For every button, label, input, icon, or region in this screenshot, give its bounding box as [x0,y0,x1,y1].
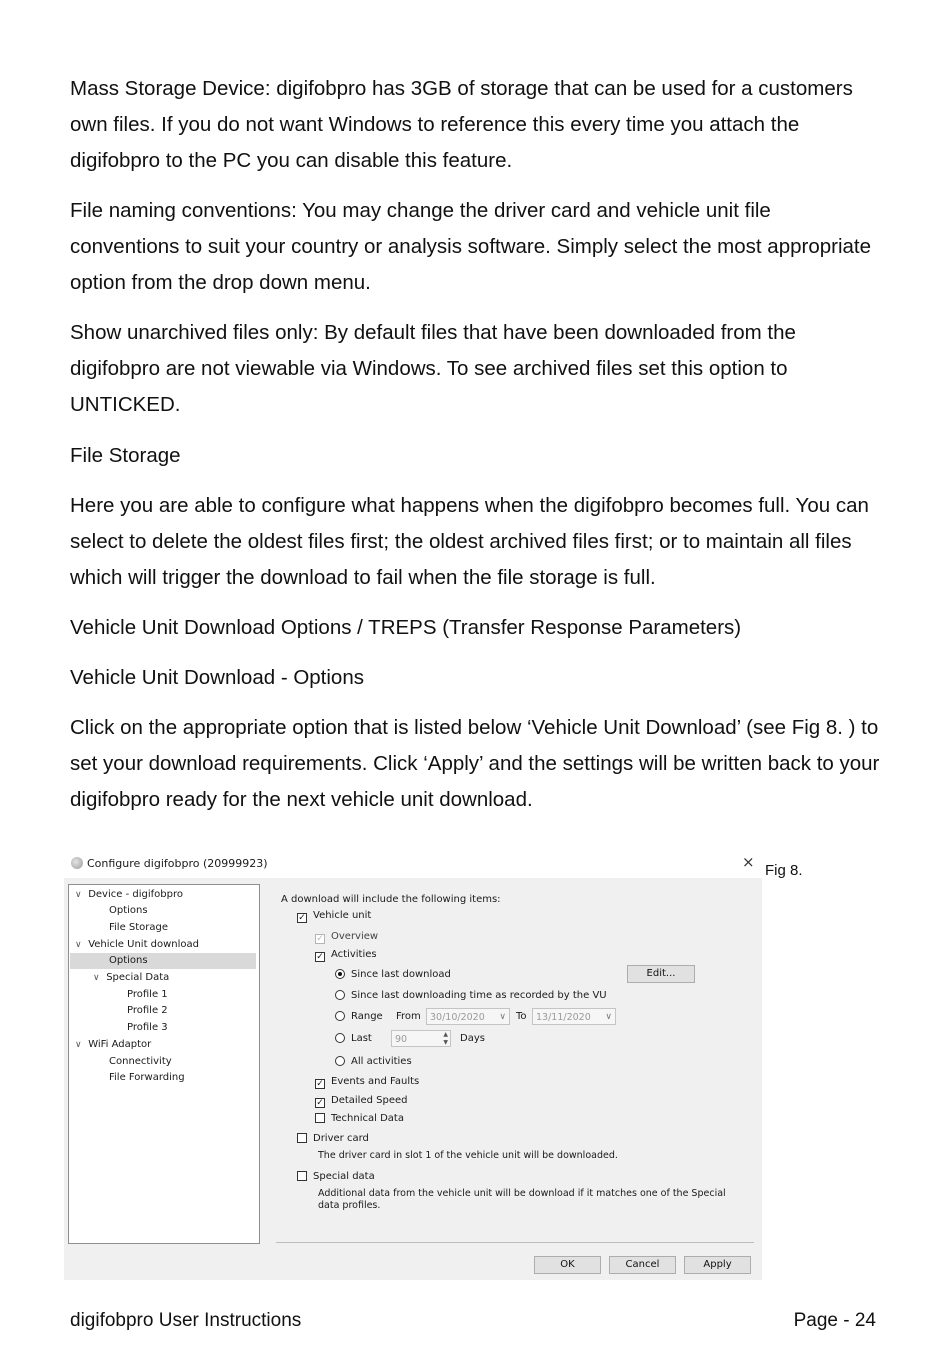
ok-button[interactable]: OK [534,1256,601,1274]
tree-item-label: File Storage [109,922,169,933]
tree-item-connectivity[interactable] [109,1054,172,1070]
technical-label: Technical Data [331,1113,404,1124]
configure-dialog [64,852,762,1280]
footer-page-number: Page - 24 [793,1310,876,1331]
figure-caption: Fig 8. [765,862,803,879]
tree-item-label: Profile 1 [127,989,168,1000]
radio-unselected-icon[interactable] [335,1011,345,1021]
activities-label: Activities [331,949,377,960]
range-label: Range [351,1011,383,1022]
days-label: Days [460,1033,485,1044]
app-gear-icon [71,857,83,869]
chevron-down-icon: ∨ [499,1012,506,1022]
radio-unselected-icon[interactable] [335,990,345,1000]
tree-item-label: Options [109,905,148,916]
tree-item-label: Connectivity [109,1056,172,1067]
download-intro-text: A download will include the following items: [281,894,501,905]
tree-item-profile-1[interactable] [127,987,168,1003]
all-activities-label: All activities [351,1056,412,1067]
radio-unselected-icon[interactable] [335,1056,345,1066]
tree-item-file-forwarding[interactable] [109,1070,185,1086]
paragraph-file-naming: File naming conventions: You may change the driver card and vehicle unit file conventions to suit your country or analysis software. Simply select the most appropriate option from the drop down menu. [70,199,872,294]
tree-item-label: Special Data [106,972,170,983]
tree-item-device[interactable] [75,887,183,903]
edit-button[interactable]: Edit... [627,965,695,983]
tree-item-label: Vehicle Unit download [88,939,200,950]
settings-tree [68,884,260,1244]
checkbox-checked-icon[interactable]: ✓ [316,952,324,962]
checkbox-unchecked-icon[interactable] [315,1113,325,1123]
special-data-option[interactable] [297,1170,375,1184]
tree-item-special-data[interactable] [93,970,169,986]
chevron-down-icon: ∨ [75,940,82,950]
tree-item-label: File Forwarding [109,1072,185,1083]
chevron-down-icon: ∨ [75,1040,82,1050]
events-label: Events and Faults [331,1076,420,1087]
paragraph-file-storage: Here you are able to configure what happens when the digifobpro becomes full. You can select to delete the oldest files first; the oldest archived files first; or to maintain all files which will trigger the download to fail when the file storage is full. [70,494,869,589]
footer-doc-title: digifobpro User Instructions [70,1310,302,1331]
tree-item-label: Device - digifobpro [88,889,183,900]
to-date-value: 13/11/2020 [536,1012,591,1023]
from-label: From [396,1011,421,1022]
tree-item-label: Profile 3 [127,1022,168,1033]
spin-arrows-icon[interactable]: ▲ ▼ [443,1031,448,1046]
from-date-field[interactable] [426,1008,510,1025]
apply-button[interactable]: Apply [684,1256,751,1274]
radio-unselected-icon[interactable] [335,1033,345,1043]
radio-selected-icon[interactable] [335,969,345,979]
technical-data-option[interactable] [315,1112,404,1126]
detailed-speed-option[interactable] [315,1094,407,1108]
speed-label: Detailed Speed [331,1095,408,1106]
close-icon[interactable]: × [742,853,755,871]
to-label: To [516,1011,527,1022]
events-faults-option[interactable] [315,1075,419,1089]
checkbox-unchecked-icon[interactable] [297,1133,307,1143]
special-data-note-line1: Additional data from the vehicle unit will be download if it matches one of the Special [318,1188,726,1199]
driver-card-note: The driver card in slot 1 of the vehicle unit will be downloaded. [318,1150,618,1161]
driver-card-option[interactable] [297,1132,369,1146]
since-last-vu-label: Since last downloading time as recorded by the VU [351,990,607,1001]
checkbox-checked-icon[interactable]: ✓ [316,1079,324,1089]
since-last-label: Since last download [351,969,451,980]
tree-item-file-storage[interactable] [109,920,168,936]
last-label: Last [351,1033,372,1044]
overview-label: Overview [331,931,379,942]
checkbox-checked-icon[interactable]: ✓ [298,913,306,923]
dialog-title-bar [64,852,762,878]
tree-item-profile-2[interactable] [127,1003,168,1019]
tree-item-profile-3[interactable] [127,1020,168,1036]
radio-since-last-vu[interactable] [335,989,607,1003]
from-date-value: 30/10/2020 [430,1012,485,1023]
last-days-value: 90 [395,1034,408,1045]
dialog-title: Configure digifobpro (20999923) [87,857,268,870]
special-data-note-line2: data profiles. [318,1200,381,1211]
checkbox-unchecked-icon[interactable] [297,1171,307,1181]
last-days-stepper[interactable] [391,1030,451,1047]
tree-item-device-options[interactable] [109,903,148,919]
radio-since-last-download[interactable] [335,968,451,982]
paragraph-click-option: Click on the appropriate option that is listed below ‘Vehicle Unit Download’ (see Fig 8. ) to set your download requirements. Click ‘Apply’ and the settings will be written back to your digifobpro ready for the next vehicle unit download. [70,716,880,811]
vehicle-unit-option[interactable] [297,909,371,923]
vehicle-unit-label: Vehicle unit [313,910,372,921]
chevron-down-icon: ∨ [75,890,82,900]
cancel-button[interactable]: Cancel [609,1256,676,1274]
tree-item-vu-options-selected[interactable] [70,953,256,969]
chevron-down-icon: ∨ [93,973,100,983]
heading-vu-download-options: Vehicle Unit Download - Options [70,666,364,689]
checkbox-checked-icon[interactable]: ✓ [316,1098,324,1108]
tree-item-wifi-adaptor[interactable] [75,1037,151,1053]
heading-vu-download-treps: Vehicle Unit Download Options / TREPS (Transfer Response Parameters) [70,616,742,639]
overview-option [315,930,378,944]
to-date-field[interactable] [532,1008,616,1025]
driver-card-label: Driver card [313,1133,369,1144]
paragraph-mass-storage: Mass Storage Device: digifobpro has 3GB of storage that can be used for a customers own files. If you do not want Windows to reference this every time you attach the digifobpro to the PC you can disable this feature. [70,77,853,172]
checkbox-disabled-icon: ✓ [316,934,324,944]
divider [276,1242,754,1243]
radio-all-activities[interactable] [335,1055,412,1069]
tree-item-label: Options [109,955,148,966]
special-data-label: Special data [313,1171,375,1182]
radio-range[interactable] [335,1010,383,1024]
tree-item-vehicle-unit-download[interactable] [75,937,199,953]
tree-item-label: Profile 2 [127,1005,168,1016]
activities-option[interactable] [315,948,377,962]
paragraph-unarchived: Show unarchived files only: By default files that have been downloaded from the digifobpro are not viewable via Windows. To see archived files set this option to UNTICKED. [70,321,796,416]
chevron-down-icon: ∨ [605,1012,612,1022]
heading-file-storage: File Storage [70,444,181,467]
radio-last[interactable] [335,1032,372,1046]
tree-item-label: WiFi Adaptor [88,1039,152,1050]
